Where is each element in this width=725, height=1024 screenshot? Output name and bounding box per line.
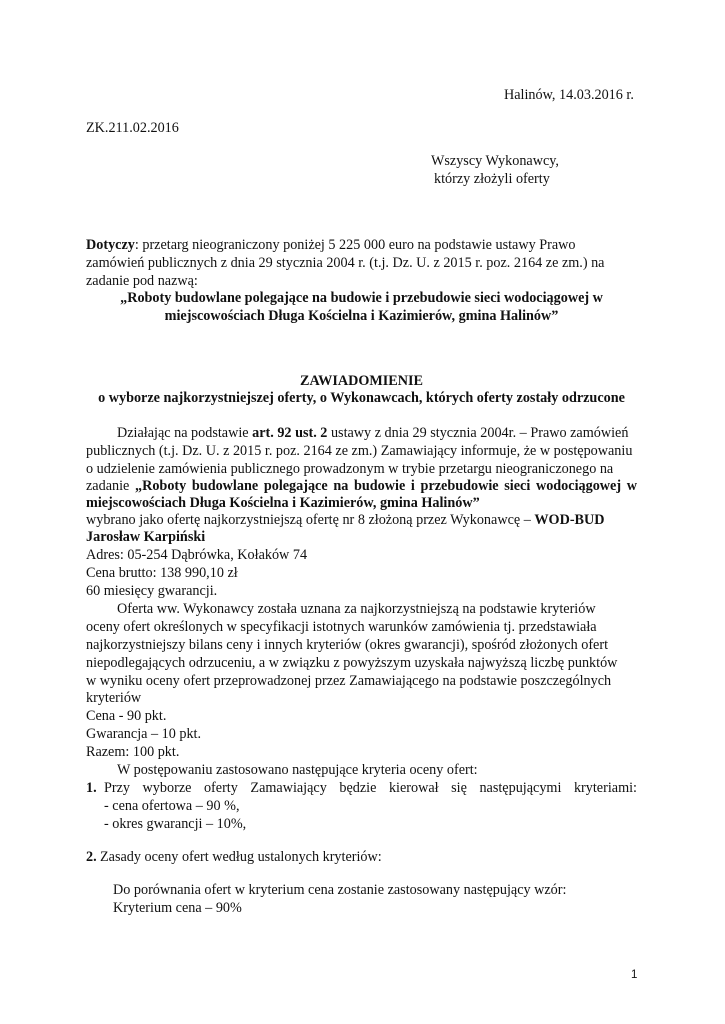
list-item-1-text: Przy wyborze oferty Zamawiający będzie kierował się następującymi kryteriami:	[104, 780, 637, 796]
paragraph-2-line-4: niepodlegających odrzuceniu, a w związku z powyższym uzyskała najwyższą liczbę punktów	[86, 655, 618, 671]
paragraph-1-line-5: miejscowościach Długa Kościelna i Kazimierów, gmina Halinów”	[86, 495, 480, 511]
p1-l4-a: zadanie	[86, 478, 135, 494]
recipient-line-2: którzy złożyli oferty	[434, 171, 550, 187]
notice-heading: ZAWIADOMIENIE	[300, 373, 423, 389]
paragraph-1-line-1	[117, 424, 628, 442]
paragraph-2-line-6: kryteriów	[86, 690, 142, 706]
p1-l4-b: „Roboty budowlane polegające na budowie i przebudowie sieci wodociągowej w	[135, 478, 637, 494]
contractor-name-part-2: Jarosław Karpiński	[86, 529, 206, 545]
criteria-intro: W postępowaniu zastosowano następujące kryteria oceny ofert:	[117, 762, 478, 778]
score-price: Cena - 90 pkt.	[86, 708, 167, 724]
list-item-2-number: 2.	[86, 849, 97, 865]
reference-number: ZK.211.02.2016	[86, 120, 179, 136]
score-warranty: Gwarancja – 10 pkt.	[86, 726, 202, 742]
list-item-1-number: 1.	[86, 780, 97, 796]
subject-line-3: zadanie pod nazwą:	[86, 273, 198, 289]
list-item-1-sub-1: - cena ofertowa – 90 %,	[104, 798, 240, 814]
p1-l6-a: wybrano jako ofertę najkorzystniejszą ofertę nr 8 złożoną przez Wykonawcę –	[86, 512, 535, 528]
formula-intro: Do porównania ofert w kryterium cena zostanie zastosowany następujący wzór:	[113, 882, 567, 898]
paragraph-1-line-2: publicznych (t.j. Dz. U. z 2015 r. poz. 2164 ze zm.) Zamawiający informuje, że w postępowaniu	[86, 443, 633, 459]
p1-l1-a: Działając na podstawie	[117, 425, 253, 441]
warranty-period: 60 miesięcy gwarancji.	[86, 583, 218, 599]
list-item-2-text: Zasady oceny ofert według ustalonych kryteriów:	[100, 849, 382, 865]
paragraph-1-line-3: o udzielenie zamówienia publicznego prowadzonym w trybie przetargu nieograniczonego na	[86, 461, 614, 477]
score-total: Razem: 100 pkt.	[86, 744, 180, 760]
recipient-line-1: Wszyscy Wykonawcy,	[431, 153, 559, 169]
contractor-name-part-1: WOD-BUD	[534, 512, 605, 528]
notice-subheading: o wyborze najkorzystniejszej oferty, o Wykonawcach, których oferty zostały odrzucone	[98, 390, 625, 406]
paragraph-2-line-2: oceny ofert określonych w specyfikacji istotnych warunków zamówienia tj. przedstawiała	[86, 619, 597, 635]
subject-text: : przetarg nieograniczony poniżej 5 225 000 euro na podstawie ustawy Prawo	[134, 237, 576, 253]
criterion-price: Kryterium cena – 90%	[113, 900, 242, 916]
contractor-address: Adres: 05-254 Dąbrówka, Kołaków 74	[86, 547, 308, 563]
subject-label: Dotyczy	[86, 237, 135, 253]
subject-title-line-1: „Roboty budowlane polegające na budowie i przebudowie sieci wodociągowej w	[120, 290, 603, 306]
legal-article: art. 92 ust. 2	[252, 425, 328, 441]
gross-price: Cena brutto: 138 990,10 zł	[86, 565, 238, 581]
place-date: Halinów, 14.03.2016 r.	[504, 87, 634, 103]
subject-title-line-2: miejscowościach Długa Kościelna i Kazimierów, gmina Halinów”	[164, 308, 559, 324]
subject-line-1	[86, 236, 575, 254]
page-number: 1	[631, 969, 638, 981]
subject-line-2: zamówień publicznych z dnia 29 stycznia 2004 r. (t.j. Dz. U. z 2015 r. poz. 2164 ze zm.) na	[86, 255, 605, 271]
paragraph-1-line-6	[86, 511, 605, 529]
paragraph-1-line-4	[86, 477, 637, 495]
p1-l1-c: ustawy z dnia 29 stycznia 2004r. – Prawo zamówień	[327, 425, 629, 441]
paragraph-2-line-5: w wyniku oceny ofert przeprowadzonej przez Zamawiającego na podstawie poszczególnych	[86, 673, 612, 689]
list-item-1-sub-2: - okres gwarancji – 10%,	[104, 816, 247, 832]
paragraph-2-line-1: Oferta ww. Wykonawcy została uznana za najkorzystniejszą na podstawie kryteriów	[117, 601, 596, 617]
paragraph-2-line-3: najkorzystniejszy bilans ceny i innych kryteriów (okres gwarancji), spośród złożonych ofert	[86, 637, 609, 653]
